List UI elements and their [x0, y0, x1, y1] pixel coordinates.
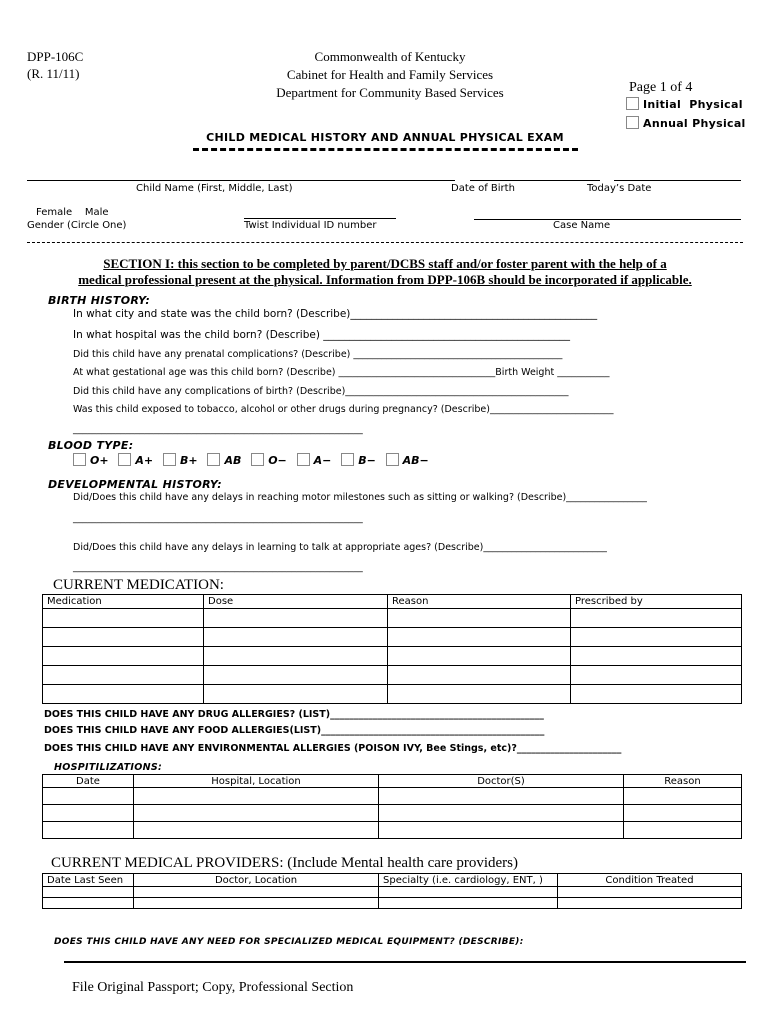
col-reason: Reason	[388, 595, 571, 609]
agency-line-3: Department for Community Based Services	[276, 85, 504, 100]
table-cell[interactable]	[43, 887, 134, 898]
table-cell[interactable]	[134, 788, 379, 805]
table-cell[interactable]	[204, 666, 388, 685]
twist-id-field[interactable]	[244, 218, 396, 219]
table-row[interactable]	[43, 898, 742, 909]
table-cell[interactable]	[388, 628, 571, 647]
agency-line-1: Commonwealth of Kentucky	[314, 49, 466, 64]
table-header-row	[43, 874, 742, 887]
current-medication-heading: CURRENT MEDICATION:	[53, 577, 224, 593]
table-cell[interactable]	[379, 887, 558, 898]
table-row[interactable]	[43, 887, 742, 898]
col-dose: Dose	[204, 595, 388, 609]
blood-checkbox[interactable]	[251, 453, 264, 466]
speech-delay-question[interactable]: Did/Does this child have any delays in learning to talk at appropriate ages? (Describe)__________________________	[73, 542, 607, 553]
today-date-label: Today’s Date	[587, 183, 652, 194]
gestational-age-question[interactable]: At what gestational age was this child born? (Describe) _________________________________Birth Weight ___________	[73, 367, 610, 378]
annual-physical-checkbox[interactable]	[626, 116, 639, 129]
initial-physical-option[interactable]	[626, 97, 743, 111]
footer-note: File Original Passport; Copy, Professional Section	[72, 980, 354, 995]
birth-city-question[interactable]: In what city and state was the child born? (Describe)_______________________________________________	[73, 308, 598, 320]
blood-option-ab-pos[interactable]: AB	[207, 454, 241, 467]
table-cell[interactable]	[204, 647, 388, 666]
table-cell[interactable]	[43, 609, 204, 628]
table-cell[interactable]	[204, 685, 388, 704]
providers-table	[42, 873, 742, 909]
col-specialty: Specialty (i.e. cardiology, ENT, )	[379, 874, 558, 887]
motor-delay-question[interactable]: Did/Does this child have any delays in reaching motor milestones such as sitting or walking? (Describe)_________________	[73, 492, 647, 503]
table-row[interactable]	[43, 647, 742, 666]
blood-option-o-neg[interactable]: O−	[251, 454, 287, 467]
blood-checkbox[interactable]	[118, 453, 131, 466]
table-cell[interactable]	[558, 898, 742, 909]
col-doctor-location: Doctor, Location	[134, 874, 379, 887]
table-cell[interactable]	[571, 685, 742, 704]
table-cell[interactable]	[43, 628, 204, 647]
section-1-line-2: medical professional present at the physical. Information from DPP-106B should be incorporated if applicable.	[78, 272, 692, 287]
twist-id-label: Twist Individual ID number	[244, 220, 377, 231]
birth-history-heading: BIRTH HISTORY:	[48, 294, 151, 307]
speech-delay-continued[interactable]: _____________________________________________________________	[73, 562, 363, 573]
table-cell[interactable]	[388, 647, 571, 666]
hospitalizations-table	[42, 774, 742, 839]
birth-complications-question[interactable]: Did this child have any complications of birth? (Describe)_______________________________________________	[73, 386, 569, 397]
page-number: Page 1 of 4	[629, 80, 693, 95]
form-title: CHILD MEDICAL HISTORY AND ANNUAL PHYSICAL EXAM	[206, 131, 564, 144]
table-cell[interactable]	[43, 898, 134, 909]
today-date-field[interactable]	[614, 180, 741, 181]
blood-checkbox[interactable]	[386, 453, 399, 466]
table-row[interactable]	[43, 685, 742, 704]
gender-label: Gender (Circle One)	[27, 220, 127, 231]
table-row[interactable]	[43, 805, 742, 822]
blood-option-a-neg[interactable]: A−	[297, 454, 332, 467]
col-medication: Medication	[43, 595, 204, 609]
medication-table	[42, 594, 742, 704]
medical-equipment-question[interactable]: DOES THIS CHILD HAVE ANY NEED FOR SPECIALIZED MEDICAL EQUIPMENT? (DESCRIBE):	[54, 937, 524, 947]
dob-label: Date of Birth	[451, 183, 515, 194]
col-doctors: Doctor(S)	[379, 775, 624, 788]
table-cell[interactable]	[43, 666, 204, 685]
table-header-row	[43, 775, 742, 788]
section-divider	[27, 242, 743, 243]
col-hospital-location: Hospital, Location	[134, 775, 379, 788]
col-date-last-seen: Date Last Seen	[43, 874, 134, 887]
table-cell[interactable]	[379, 788, 624, 805]
section-1-line-1: SECTION I: this section to be completed by parent/DCBS staff and/or foster parent with the help of a	[103, 256, 667, 271]
hospitalizations-heading: HOSPITILIZATIONS:	[54, 762, 163, 773]
blood-checkbox[interactable]	[207, 453, 220, 466]
table-row[interactable]	[43, 788, 742, 805]
initial-physical-label: Initial Physical	[643, 98, 743, 111]
form-id: DPP-106C	[27, 49, 84, 64]
substance-exposure-continued[interactable]: _____________________________________________________________	[73, 424, 363, 435]
table-cell[interactable]	[388, 666, 571, 685]
table-cell[interactable]	[624, 822, 742, 839]
blood-option-o-pos[interactable]: O+	[73, 454, 109, 467]
medical-equipment-field[interactable]	[64, 961, 746, 963]
table-cell[interactable]	[571, 609, 742, 628]
table-cell[interactable]	[43, 685, 204, 704]
table-cell[interactable]	[624, 805, 742, 822]
title-underline	[193, 148, 578, 151]
table-row[interactable]	[43, 609, 742, 628]
table-cell[interactable]	[204, 609, 388, 628]
col-condition-treated: Condition Treated	[558, 874, 742, 887]
blood-checkbox[interactable]	[341, 453, 354, 466]
table-cell[interactable]	[388, 685, 571, 704]
table-cell[interactable]	[204, 628, 388, 647]
table-cell[interactable]	[571, 666, 742, 685]
medical-providers-heading: CURRENT MEDICAL PROVIDERS: (Include Mental health care providers)	[51, 855, 518, 871]
child-name-field[interactable]	[27, 180, 455, 181]
blood-checkbox[interactable]	[297, 453, 310, 466]
table-cell[interactable]	[379, 805, 624, 822]
drug-allergies-question[interactable]: DOES THIS CHILD HAVE ANY DRUG ALLERGIES? (LIST)_____________________________________________	[44, 709, 544, 720]
table-cell[interactable]	[43, 788, 134, 805]
agency-header	[260, 48, 520, 102]
table-cell[interactable]	[571, 628, 742, 647]
form-id-block	[27, 48, 83, 82]
blood-checkbox[interactable]	[163, 453, 176, 466]
form-revision: (R. 11/11)	[27, 66, 80, 81]
blood-type-options	[73, 453, 435, 467]
table-row[interactable]	[43, 666, 742, 685]
table-cell[interactable]	[134, 898, 379, 909]
table-cell[interactable]	[558, 887, 742, 898]
blood-option-b-pos[interactable]: B+	[163, 454, 198, 467]
blood-option-ab-neg[interactable]: AB−	[386, 454, 429, 467]
blood-type-heading: BLOOD TYPE:	[48, 439, 134, 452]
gender-options[interactable]: Female Male	[36, 207, 109, 218]
col-reason: Reason	[624, 775, 742, 788]
blood-option-b-neg[interactable]: B−	[341, 454, 376, 467]
initial-physical-checkbox[interactable]	[626, 97, 639, 110]
agency-line-2: Cabinet for Health and Family Services	[286, 67, 494, 82]
table-cell[interactable]	[379, 822, 624, 839]
table-cell[interactable]	[134, 822, 379, 839]
case-name-label: Case Name	[553, 220, 611, 231]
annual-physical-label: Annual Physical	[643, 117, 746, 130]
developmental-heading: DEVELOPMENTAL HISTORY:	[48, 478, 222, 491]
table-cell[interactable]	[43, 822, 134, 839]
birth-hospital-question[interactable]: In what hospital was the child born? (Describe) _______________________________________________	[73, 329, 571, 341]
table-cell[interactable]	[571, 647, 742, 666]
table-row[interactable]	[43, 822, 742, 839]
child-name-label: Child Name (First, Middle, Last)	[136, 183, 293, 194]
table-cell[interactable]	[624, 788, 742, 805]
col-date: Date	[43, 775, 134, 788]
motor-delay-continued[interactable]: _____________________________________________________________	[73, 513, 363, 524]
blood-option-a-pos[interactable]: A+	[118, 454, 153, 467]
blood-checkbox[interactable]	[73, 453, 86, 466]
annual-physical-option[interactable]	[626, 116, 746, 130]
environmental-allergies-question[interactable]: DOES THIS CHILD HAVE ANY ENVIRONMENTAL ALLERGIES (POISON IVY, Bee Stings, etc)?______________________	[44, 743, 622, 754]
table-row[interactable]	[43, 628, 742, 647]
prenatal-complications-question[interactable]: Did this child have any prenatal complications? (Describe) ____________________________________________	[73, 349, 563, 360]
table-cell[interactable]	[134, 887, 379, 898]
col-prescribed-by: Prescribed by	[571, 595, 742, 609]
section-1-heading	[40, 256, 730, 288]
table-cell[interactable]	[379, 898, 558, 909]
dob-field[interactable]	[470, 180, 600, 181]
table-cell[interactable]	[388, 609, 571, 628]
substance-exposure-question[interactable]: Was this child exposed to tobacco, alcohol or other drugs during pregnancy? (Describe)__________________________	[73, 404, 614, 415]
table-cell[interactable]	[43, 805, 134, 822]
food-allergies-question[interactable]: DOES THIS CHILD HAVE ANY FOOD ALLERGIES(LIST)_______________________________________________	[44, 725, 545, 736]
table-cell[interactable]	[43, 647, 204, 666]
table-header-row	[43, 595, 742, 609]
table-cell[interactable]	[134, 805, 379, 822]
